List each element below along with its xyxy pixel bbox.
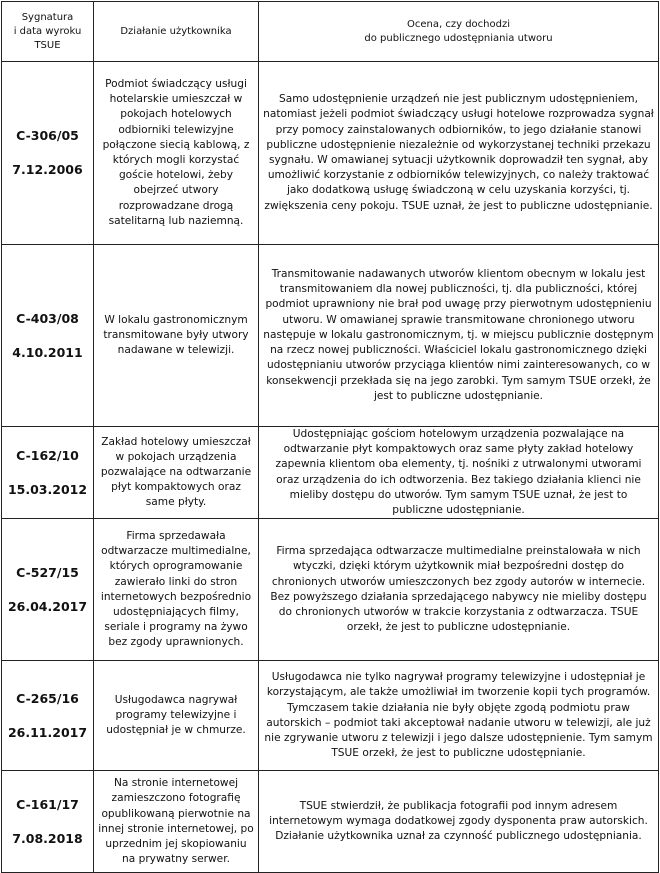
case-number: C-403/08 [16, 310, 79, 326]
action-cell [94, 245, 259, 427]
case-cell [2, 661, 94, 771]
case-date: 26.04.2017 [7, 598, 88, 614]
case-date: 15.03.2012 [7, 481, 88, 497]
table-row [2, 62, 659, 245]
case-date: 7.12.2006 [12, 162, 83, 177]
case-number: C-265/16 [16, 690, 79, 706]
assessment-cell [259, 427, 659, 519]
assessment-cell [259, 245, 659, 427]
table-row [2, 427, 659, 519]
user-action-text: Usługodawca nagrywał programy telewizyjne i udostępniał je w chmurze. [106, 693, 246, 737]
assessment-text: TSUE stwierdził, że publikacja fotografii pod innym adresem internetowym wymaga dodatkowej zgody dysponenta praw autorskich. Działanie użytkownika uznał za czynność publicznego udostępniania. [269, 799, 648, 843]
assessment-text: Udostępniając gościom hotelowym urządzenia pozwalające na odtwarzanie płyt kompaktowych oraz same płyty zakład hotelowy zapewnia klientom oba elementy, tj. nośniki z utrwalonymi utworami oraz urządzenia do ich odtworzenia. Bez takiego działania klienci nie mieliby dostępu do utworów. Tym samym TSUE uznał, że jest to publiczne udostępnianie. [275, 428, 642, 517]
header-case-date: Sygnatura i data wyroku TSUE [2, 2, 94, 62]
case-cell [2, 245, 94, 427]
user-action-text: Podmiot świadczący usługi hotelarskie umieszczał w pokojach hotelowych odbiorniki telewizyjne połączone siecią kablową, z których mogli korzystać goście hotelowi, żeby obejrzeć utwory rozprowadzane drogą satelitarną lub naziemną. [102, 77, 250, 227]
user-action-text: Firma sprzedawała odtwarzacze multimedialne, których oprogramowanie zawierało linki do stron internetowych bezpośrednio udostępniających filmy, seriale i programy na żywo bez zgody uprawnionych. [100, 529, 252, 649]
table-header-row [2, 2, 659, 62]
user-action-text: Na stronie internetowej zamieszczono fotografię opublikowaną pierwotnie na innej stronie internetowej, po uprzednim jej skopiowaniu na prywatny serwer. [98, 777, 254, 866]
user-action-text: W lokalu gastronomicznym transmitowane były utwory nadawane w telewizji. [103, 313, 249, 357]
table-row [2, 245, 659, 427]
action-cell [94, 519, 259, 661]
action-cell [94, 661, 259, 771]
action-cell [94, 62, 259, 245]
table-row [2, 771, 659, 873]
assessment-cell [259, 771, 659, 873]
case-number: C-162/10 [16, 447, 79, 463]
case-date: 7.08.2018 [12, 830, 83, 846]
case-number: C-161/17 [16, 796, 79, 812]
case-cell [2, 519, 94, 661]
case-number: C-527/15 [16, 564, 79, 580]
assessment-text: Samo udostępnienie urządzeń nie jest publicznym udostępnieniem, natomiast jeżeli podmiot świadczący usługi hotelowe rozprowadza sygnał przy pomocy zainstalowanych odbiorników, to jego działanie stanowi publiczne udostępnienie niezależnie od wykorzystanej techniki przekazu sygnału. W omawianej sytuacji użytkownik doprowadził ten sygnał, aby umożliwić korzystanie z odbiorników telewizyjnych, co należy traktować jako dodatkową usługę świadczoną w celu uzyskania korzyści, tj. zwiększenia ceny pokoju. TSUE uznał, że jest to publiczne udostępnianie. [263, 93, 654, 212]
case-number: C-306/05 [16, 128, 79, 143]
assessment-text: Usługodawca nie tylko nagrywał programy telewizyjne i udostępniał je korzystającym, ale także umożliwiał im tworzenie kopii tych programów. Tymczasem takie działania nie były objęte zgodą podmiotu praw autorskich – podmiot taki akceptował nadanie utworu w telewizji, ale już nie zgrywanie utworu z telewizji i jego dalsze udostępnienie. Tym samym TSUE orzekł, że jest to publiczne udostępnianie. [264, 671, 653, 760]
rulings-table [1, 1, 659, 873]
case-date: 4.10.2011 [12, 344, 83, 360]
case-cell [2, 427, 94, 519]
table-row [2, 519, 659, 661]
case-date: 26.11.2017 [7, 724, 88, 740]
case-cell [2, 771, 94, 873]
user-action-text: Zakład hotelowy umieszczał w pokojach urządzenia pozwalające na odtwarzanie płyt kompaktowych oraz same płyty. [100, 435, 252, 509]
assessment-cell [259, 661, 659, 771]
header-user-action: Działanie użytkownika [94, 2, 259, 62]
action-cell [94, 771, 259, 873]
assessment-text: Transmitowanie nadawanych utworów klientom obecnym w lokalu jest transmitowaniem dla nowej publiczności, tj. dla publiczności, której podmiot uprawniony nie brał pod uwagę przy pierwotnym udostępnieniu utworu. W omawianej sprawie transmitowane chronionego utworu następuje w lokalu gastronomicznym, tj. w miejscu publicznie dostępnym na rzecz nowej publiczności. Właściciel lokalu gastronomicznego dzięki udostępnianiu utworów przyciąga klientów nimi zainteresowanych, co w konsekwencji przekłada się na jego zarobki. Tym samym TSUE orzekł, że jest to publiczne udostępnianie. [263, 268, 654, 402]
table-row [2, 661, 659, 771]
header-assessment: Ocena, czy dochodzi do publicznego udostępniania utworu [259, 2, 659, 62]
action-cell [94, 427, 259, 519]
case-cell [2, 62, 94, 245]
assessment-cell [259, 519, 659, 661]
assessment-text: Firma sprzedająca odtwarzacze multimedialne preinstalowała w nich wtyczki, dzięki którym użytkownik miał bezpośredni dostęp do chronionych utworów umieszczonych bez zgody autorów w internecie. Bez powyższego działania sprzedającego nabywcy nie mieliby dostępu do chronionych utworów w trakcie korzystania z odtwarzacza. TSUE orzekł, że jest to publiczne udostępnianie. [270, 545, 647, 634]
assessment-cell [259, 62, 659, 245]
